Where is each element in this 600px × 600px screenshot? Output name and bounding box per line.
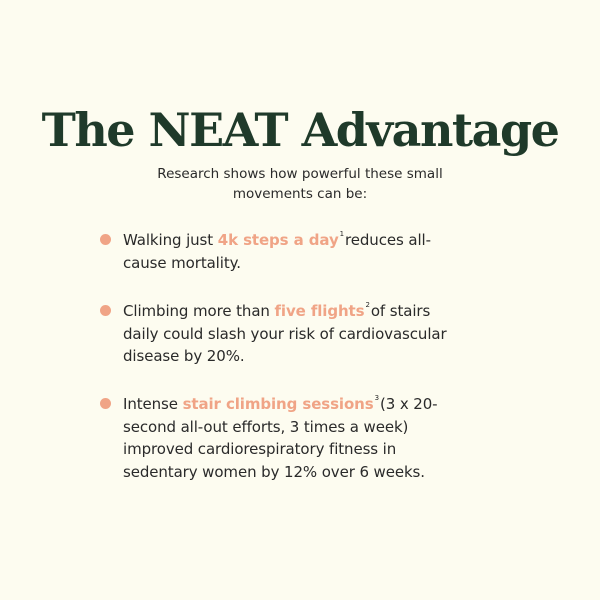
item-highlight: 4k steps a day bbox=[217, 231, 339, 249]
list-item-text bbox=[123, 393, 468, 483]
reference-number: 2 bbox=[365, 301, 370, 309]
item-text-after: of stairs daily could slash your risk of cardiovascular disease by 20%. bbox=[123, 302, 447, 365]
bullet-icon bbox=[100, 305, 111, 316]
item-highlight: stair climbing sessions bbox=[182, 395, 374, 413]
item-text-before: Intense bbox=[123, 395, 183, 413]
page-title: The NEAT Advantage bbox=[41, 103, 559, 157]
item-text-before: Climbing more than bbox=[123, 302, 275, 320]
bullet-icon bbox=[100, 234, 111, 245]
item-text-before: Walking just bbox=[123, 231, 218, 249]
reference-number: 1 bbox=[339, 230, 345, 238]
item-text-after: reduces all-cause mortality. bbox=[123, 231, 431, 272]
list-item-text bbox=[123, 229, 468, 274]
list-item-text bbox=[123, 300, 468, 368]
bullet-icon bbox=[100, 398, 111, 409]
subtitle: Research shows how powerful these small movements can be: bbox=[157, 166, 443, 202]
item-highlight: five flights bbox=[274, 302, 365, 320]
reference-number: 3 bbox=[374, 394, 379, 402]
item-text-after: (3 x 20-second all-out efforts, 3 times a week) improved cardiorespiratory fitness in sedentary women by 12% over 6 weeks. bbox=[123, 395, 438, 481]
